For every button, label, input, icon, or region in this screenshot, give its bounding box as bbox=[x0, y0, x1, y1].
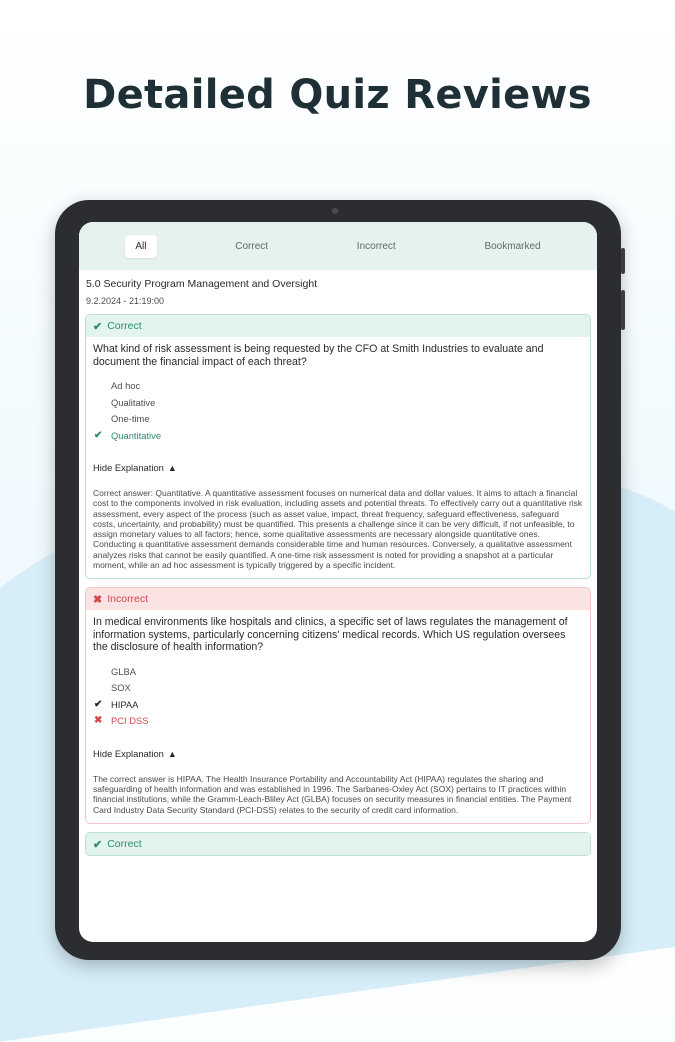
tab-all[interactable]: All bbox=[125, 235, 156, 258]
hide-explanation-toggle[interactable]: Hide Explanation ▲ bbox=[93, 747, 177, 759]
filter-tabs bbox=[79, 222, 597, 270]
explanation-text: The correct answer is HIPAA. The Health Insurance Portability and Accountability Act (HIPAA) regulates the sharing and safeguarding of health information and was established in 1996. The Sarbanes-Oxley Act (SOX) pertains to IT practices within financial institutions, while the Gramm-Leach-Bliley Act (GLBA) focuses on security measures in financial entities. The Payment Card Industry Data Security Standard (PCI-DSS) relates to the security of credit card information. bbox=[93, 773, 572, 815]
explanation-text: Correct answer: Quantitative. A quantitative assessment focuses on numerical data and dollar values. It aims to attach a financial cost to the components involved in risk evaluation, including assets and potential threats. To effectively carry out a quantitative risk assessment, every aspect of the process (such as asset value, impact, threat frequency, safeguard effectiveness, safeguard costs, uncertainty, and probability) must be quantified. This presents a challenge since it can be very difficult, if not unfeasible, to assign monetary values to all factors; hence, some qualitative assessments are necessary alongside quantitative ones. Conducting a quantitative assessment demands considerable time and human resources. Conversely, a qualitative assessment analyzes risks that cannot be easily quantified. A one-time risk assessment is noted for providing a snapshot at a particular moment, while an ad hoc assessment is typically triggered by a specific incident. bbox=[93, 488, 583, 571]
result-header bbox=[86, 588, 590, 610]
question-card bbox=[85, 832, 591, 856]
x-icon: ✖ bbox=[94, 715, 103, 727]
tab-incorrect[interactable]: Incorrect bbox=[356, 240, 396, 252]
check-icon: ✔ bbox=[94, 698, 103, 710]
answer-option: Ad hoc bbox=[111, 380, 141, 391]
tablet-frame bbox=[55, 200, 621, 960]
tab-correct[interactable]: Correct bbox=[235, 240, 269, 252]
result-label: Incorrect bbox=[107, 593, 149, 606]
camera-dot bbox=[332, 208, 338, 214]
quiz-datetime: 9.2.2024 - 21:19:00 bbox=[86, 296, 165, 306]
answer-option: GLBA bbox=[111, 665, 137, 677]
answer-option-correct: ✔ HIPAA bbox=[93, 697, 583, 714]
check-icon: ✔ bbox=[93, 320, 103, 333]
x-icon: ✖ bbox=[93, 593, 103, 606]
card-body bbox=[86, 610, 590, 823]
question-text: In medical environments like hospitals and clinics, a specific set of laws regulates the management of information systems, particularly concerning citizens' medical records. Which US regulation oversees the disclosure of health information? bbox=[93, 616, 568, 654]
volume-button bbox=[621, 290, 625, 330]
answer-options bbox=[93, 664, 583, 730]
question-card bbox=[85, 587, 591, 824]
check-icon: ✔ bbox=[93, 838, 103, 851]
card-body bbox=[86, 337, 590, 578]
question-text: What kind of risk assessment is being requested by the CFO at Smith Industries to evaluate and document the financial impact of each threat? bbox=[93, 343, 544, 368]
app-screen bbox=[79, 222, 597, 942]
answer-option: SOX bbox=[111, 682, 131, 694]
answer-option-correct: ✔ Quantitative bbox=[93, 428, 583, 445]
hide-explanation-toggle[interactable]: Hide Explanation ▲ bbox=[93, 462, 177, 473]
result-header bbox=[86, 315, 590, 337]
caret-up-icon: ▲ bbox=[167, 748, 177, 759]
section-title: 5.0 Security Program Management and Oversight bbox=[86, 278, 318, 290]
answer-option: Qualitative bbox=[111, 396, 156, 408]
result-label: Correct bbox=[107, 320, 142, 332]
result-header bbox=[86, 833, 590, 855]
tab-bookmarked[interactable]: Bookmarked bbox=[484, 240, 541, 252]
power-button bbox=[621, 248, 625, 274]
result-label: Correct bbox=[107, 838, 142, 851]
answer-option-wrong: ✖ PCI DSS bbox=[93, 713, 583, 730]
caret-up-icon: ▲ bbox=[167, 463, 177, 473]
answer-option: One-time bbox=[111, 413, 150, 424]
check-icon: ✔ bbox=[94, 429, 103, 441]
question-card bbox=[85, 314, 591, 579]
quiz-meta bbox=[79, 270, 597, 306]
answer-options bbox=[93, 378, 583, 444]
page-headline: Detailed Quiz Reviews bbox=[83, 72, 592, 118]
